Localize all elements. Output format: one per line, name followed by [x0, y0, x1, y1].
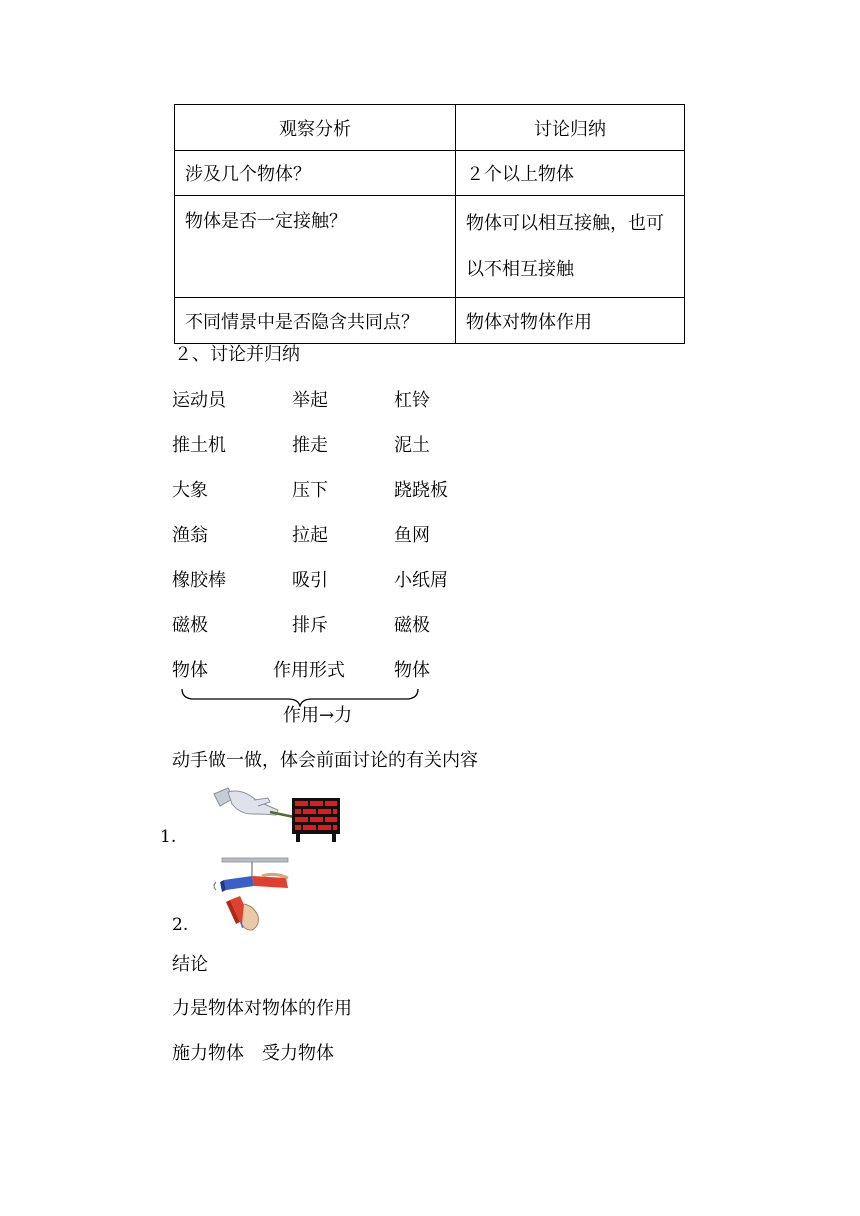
pair-action: 压下 — [292, 480, 328, 501]
pair-action: 举起 — [292, 390, 328, 411]
table-cell: 物体是否一定接触？ — [175, 196, 456, 298]
conclusion-line: 施力物体 受力物体 — [172, 1043, 334, 1064]
pair-object: 鱼网 — [394, 525, 430, 546]
hanging-magnets-illustration — [206, 856, 306, 932]
pair-subject: 运动员 — [172, 390, 226, 411]
summary-action: 作用形式 — [273, 660, 345, 681]
summary-subject: 物体 — [172, 660, 208, 681]
pair-subject: 渔翁 — [172, 525, 208, 546]
conclusion-heading: 结论 — [172, 954, 208, 975]
conclusion-line: 力是物体对物体的作用 — [172, 998, 352, 1019]
pair-subject: 橡胶棒 — [172, 570, 226, 591]
summary-object: 物体 — [394, 660, 430, 681]
table-cell: 涉及几个物体？ — [175, 151, 456, 196]
pair-action: 推走 — [292, 435, 328, 456]
pair-object: 小纸屑 — [394, 570, 448, 591]
table-cell: 物体可以相互接触，也可以不相互接触 — [456, 196, 685, 298]
pair-object: 泥土 — [394, 435, 430, 456]
experiment-number: 1. — [160, 827, 177, 847]
pair-object: 杠铃 — [394, 390, 430, 411]
table-row — [175, 298, 685, 344]
table-header-cell: 观察分析 — [175, 105, 456, 151]
table-row — [175, 196, 685, 298]
table-cell: ２个以上物体 — [456, 151, 685, 196]
analysis-table — [174, 104, 685, 344]
pair-subject: 推土机 — [172, 435, 226, 456]
brace-label: 作用→力 — [283, 705, 353, 726]
pair-action: 拉起 — [292, 525, 328, 546]
section-heading: ２、讨论并归纳 — [174, 344, 300, 365]
hand-pushing-wall-illustration — [208, 784, 353, 844]
experiment-number: 2. — [172, 915, 189, 935]
pair-action: 排斥 — [292, 615, 328, 636]
table-cell: 物体对物体作用 — [456, 298, 685, 344]
pair-object: 磁极 — [394, 615, 430, 636]
curly-brace — [180, 687, 420, 707]
pair-action: 吸引 — [292, 570, 328, 591]
pair-subject: 大象 — [172, 480, 208, 501]
table-row — [175, 151, 685, 196]
table-header-cell: 讨论归纳 — [456, 105, 685, 151]
table-cell: 不同情景中是否隐含共同点？ — [175, 298, 456, 344]
pair-object: 跷跷板 — [394, 480, 448, 501]
pair-subject: 磁极 — [172, 615, 208, 636]
activity-text: 动手做一做，体会前面讨论的有关内容 — [172, 750, 478, 771]
